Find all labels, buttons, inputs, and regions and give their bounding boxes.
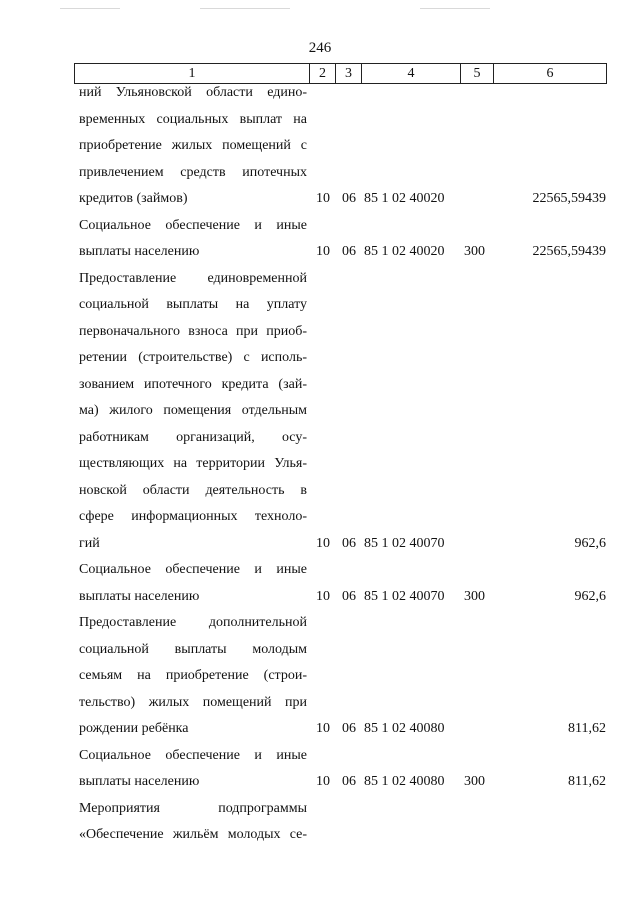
section-code: 10 — [316, 191, 330, 206]
amount — [496, 822, 606, 849]
subsection-code: 06 — [342, 244, 356, 259]
description-line: временных социальных выплат на — [79, 111, 307, 127]
description-line: тельство) жилых помещений при — [79, 694, 307, 710]
column-header-5: 5 — [461, 64, 494, 84]
target-article-code: 85 1 02 40070 — [364, 588, 445, 604]
expense-type-code — [464, 186, 494, 213]
description-line: социальной выплаты молодым — [79, 641, 307, 657]
subsection-code: 06 — [342, 535, 356, 551]
amount: 962,6 — [574, 535, 606, 551]
description-line: Социальное обеспечение и иные — [79, 747, 307, 763]
description-line: сфере информационных техноло- — [79, 509, 307, 524]
target-article-code: 85 1 02 40080 — [364, 774, 445, 789]
subsection-code — [338, 822, 360, 849]
subsection-code: 06 — [342, 191, 356, 206]
expense-type-code: 300 — [464, 774, 485, 789]
description-line: выплаты населению — [79, 244, 200, 259]
section-code: 10 — [316, 535, 330, 551]
amount: 22565,59439 — [532, 244, 606, 259]
description-line: кредитов (займов) — [79, 191, 188, 206]
target-article-code: 85 1 02 40020 — [364, 191, 445, 206]
target-article-code: 85 1 02 40080 — [364, 721, 445, 736]
scan-artifact — [60, 8, 120, 9]
description-line: первоначального взноса при приоб- — [79, 323, 307, 339]
amount: 811,62 — [568, 774, 606, 789]
column-header-4: 4 — [362, 64, 461, 84]
target-article-code: 85 1 02 40070 — [364, 535, 445, 551]
column-header-2: 2 — [310, 64, 336, 84]
description-line: социальной выплаты на уплату — [79, 297, 307, 312]
budget-table-body — [0, 80, 640, 849]
section-code: 10 — [316, 588, 330, 604]
description-line: Предоставление дополнительной — [79, 615, 307, 630]
description-line: ретении (строительстве) с исполь- — [79, 350, 307, 365]
table-row — [0, 796, 640, 849]
description-line: работникам организаций, осу- — [79, 429, 307, 445]
row-description — [79, 796, 307, 849]
section-code: 10 — [316, 244, 330, 259]
description-line: «Обеспечение жильём молодых се- — [79, 827, 307, 842]
description-line: ществляющих на территории Улья- — [79, 456, 307, 471]
description-line: выплаты населению — [79, 588, 200, 604]
target-article-code — [364, 822, 460, 849]
amount: 811,62 — [568, 721, 606, 736]
description-line: рождении ребёнка — [79, 721, 189, 736]
row-description — [79, 213, 307, 266]
row-description — [79, 266, 307, 558]
column-header-1: 1 — [75, 64, 310, 84]
section-code — [312, 822, 334, 849]
table-row — [0, 743, 640, 796]
description-line: ма) жилого помещения отдельным — [79, 403, 307, 418]
scan-artifact — [420, 8, 490, 9]
expense-type-code: 300 — [464, 588, 485, 604]
table-row — [0, 80, 640, 213]
description-line: Социальное обеспечение и иные — [79, 217, 307, 233]
row-description — [79, 80, 307, 213]
scan-artifact — [200, 8, 290, 9]
row-description — [79, 610, 307, 743]
amount: 22565,59439 — [532, 191, 606, 206]
description-line: зованием ипотечного кредита (зай- — [79, 376, 307, 392]
subsection-code: 06 — [342, 588, 356, 604]
description-line: Мероприятия подпрограммы — [79, 800, 307, 816]
description-line: Социальное обеспечение и иные — [79, 562, 307, 577]
table-row — [0, 213, 640, 266]
target-article-code: 85 1 02 40020 — [364, 244, 445, 259]
description-line: ний Ульяновской области едино- — [79, 85, 307, 100]
description-line: гий — [79, 535, 100, 551]
expense-type-code — [464, 716, 494, 743]
description-line: приобретение жилых помещений с — [79, 138, 307, 153]
section-code: 10 — [316, 774, 330, 789]
amount: 962,6 — [574, 588, 606, 604]
section-code: 10 — [316, 721, 330, 736]
description-line: Предоставление единовременной — [79, 270, 307, 286]
column-header-3: 3 — [336, 64, 362, 84]
description-line: привлечением средств ипотечных — [79, 164, 307, 180]
description-line: выплаты населению — [79, 774, 200, 789]
column-header-6: 6 — [494, 64, 607, 84]
expense-type-code: 300 — [464, 244, 485, 259]
description-line: семьям на приобретение (строи- — [79, 668, 307, 683]
table-row — [0, 266, 640, 558]
row-description — [79, 557, 307, 610]
subsection-code: 06 — [342, 774, 356, 789]
row-description — [79, 743, 307, 796]
table-row — [0, 557, 640, 610]
table-row — [0, 610, 640, 743]
description-line: новской области деятельность в — [79, 482, 307, 498]
page-number: 246 — [308, 40, 332, 56]
subsection-code: 06 — [342, 721, 356, 736]
expense-type-code — [464, 531, 494, 558]
expense-type-code — [464, 822, 494, 849]
